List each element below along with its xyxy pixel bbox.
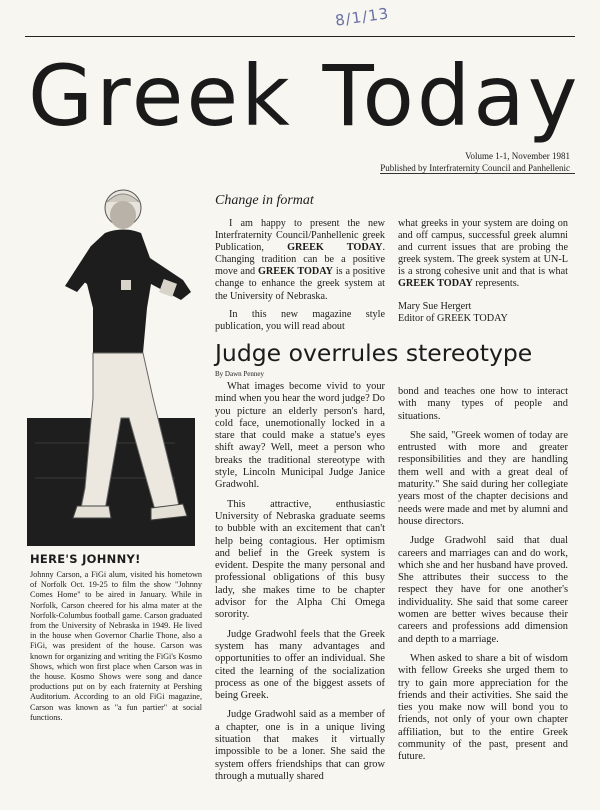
- editorial-paragraph-3: what greeks in your system are doing on and off campus, successful greek alumni and current issues that are probing the greek system. The greek system at UN-L is a strong cohesive unit and that is what GREEK TODAY represents.: [398, 218, 568, 290]
- issue-meta: [380, 150, 570, 174]
- article-paragraph: What images become vivid to your mind when you hear the word judge? Do you picture an elderly person's hard, cold face, unemotionally locked in a stare that could make a statue's eyes shift away? Well, meet a person who breaks the traditional stereotype with style, Lincoln Municipal Judge Janice Gradwohl.: [215, 381, 385, 491]
- article-paragraph: She said, "Greek women of today are entrusted with more and greater responsibilities and they are handling them well and with a great deal of maturity." She said during her collegiate years most of the chapter decisions and needs were made and met by alumni and house directors.: [398, 429, 568, 527]
- meta-rule: [380, 173, 575, 174]
- editorial-column-2: [398, 218, 568, 331]
- editorial-paragraph-1: I am happy to present the new Interfraternity Council/Panhellenic greek Publication, GREEK TODAY. Changing tradition can be a positive move and GREEK TODAY is a positive change to enhance the greek system at the University of Nebraska.: [215, 218, 386, 302]
- publisher-line: Published by Interfraternity Council and Panhellenic: [380, 163, 570, 173]
- top-rule: [25, 36, 575, 37]
- article-headline: Judge overrules stereotype: [215, 339, 533, 367]
- editor-name: Mary Sue Hergert: [398, 300, 472, 312]
- article-byline: By Dawn Penney: [215, 370, 264, 378]
- article-paragraph: When asked to share a bit of wisdom with fellow Greeks she urged them to try to gain more appreciation for the friends and their activities. She said the ties you make now will bond you to friends, not only of your own chapter affiliation, but to the entire Greek community of the past, present and future.: [398, 652, 568, 763]
- handwritten-date: 8/1/13: [334, 4, 391, 30]
- article-paragraph: Judge Gradwohl feels that the Greek system has many advantages and opportunities to offer an individual. She cited the learning of the socialization process as one of the biggest assets of being Greek.: [215, 628, 385, 702]
- volume-line: Volume 1-1, November 1981: [465, 151, 570, 161]
- article-paragraph: Judge Gradwohl said that dual careers and marriages can and do work, which she and her husband have proved. She attributes their success to the respect they have for one another's individuality. She said that some career women are better wives because their careers and professions add dimension and depth to a marriage.: [398, 535, 568, 645]
- johnny-carson-photo: [25, 188, 197, 546]
- article-paragraph: bond and teaches one how to interact with many types of people and situations.: [398, 386, 568, 422]
- article-paragraph: This attractive, enthusiastic University of Nebraska graduate seems to bubble with an excitement that can't help being contagious. Her optimism and belief in the Greek system is evident. Despite the many personal and professional obligations of this busy lady, she makes time to be chapter advisor for the Alpha Chi Omega sorority.: [215, 498, 385, 621]
- masthead-title: Greek Today: [28, 47, 581, 145]
- editorial-heading: Change in format: [215, 193, 314, 208]
- article-column-2: [398, 386, 568, 771]
- editor-title: Editor of GREEK TODAY: [398, 312, 508, 324]
- article-paragraph: Judge Gradwohl said as a member of a chapter, one is in a unique living situation that makes it virtually impossible to be a loner. She said the system offers friendships that can grow through a mutually shared: [215, 709, 385, 782]
- caption-body: Johnny Carson, a FiGi alum, visited his hometown of Norfolk Oct. 19-25 to film the show "Johnny Comes Home" to be aired in January. While in Norfolk, Carson cheered for his alma mater at the Norfolk-Columbus football game. Carson graduated from the University of Nebraska in 1949. He lived in the house when Governor Charlie Thone, also a FiGi, was president of the house. Carson was known for organizing and writing the FiGi's Kosmo Shows, which won first place when Carson was in the house. Kosmo Shows were song and dance productions put on by each fraternity at Pershing Auditorium. According to an old FiGi magazine, Carson was known as "a fun partier" at social functions.: [30, 570, 202, 722]
- photo-caption: [30, 552, 202, 723]
- editorial-paragraph-2: In this new magazine style publication, you will read about: [215, 308, 385, 332]
- editorial-column-1: [215, 218, 385, 339]
- caption-heading: HERE'S JOHNNY!: [30, 552, 141, 566]
- article-column-1: [215, 381, 385, 790]
